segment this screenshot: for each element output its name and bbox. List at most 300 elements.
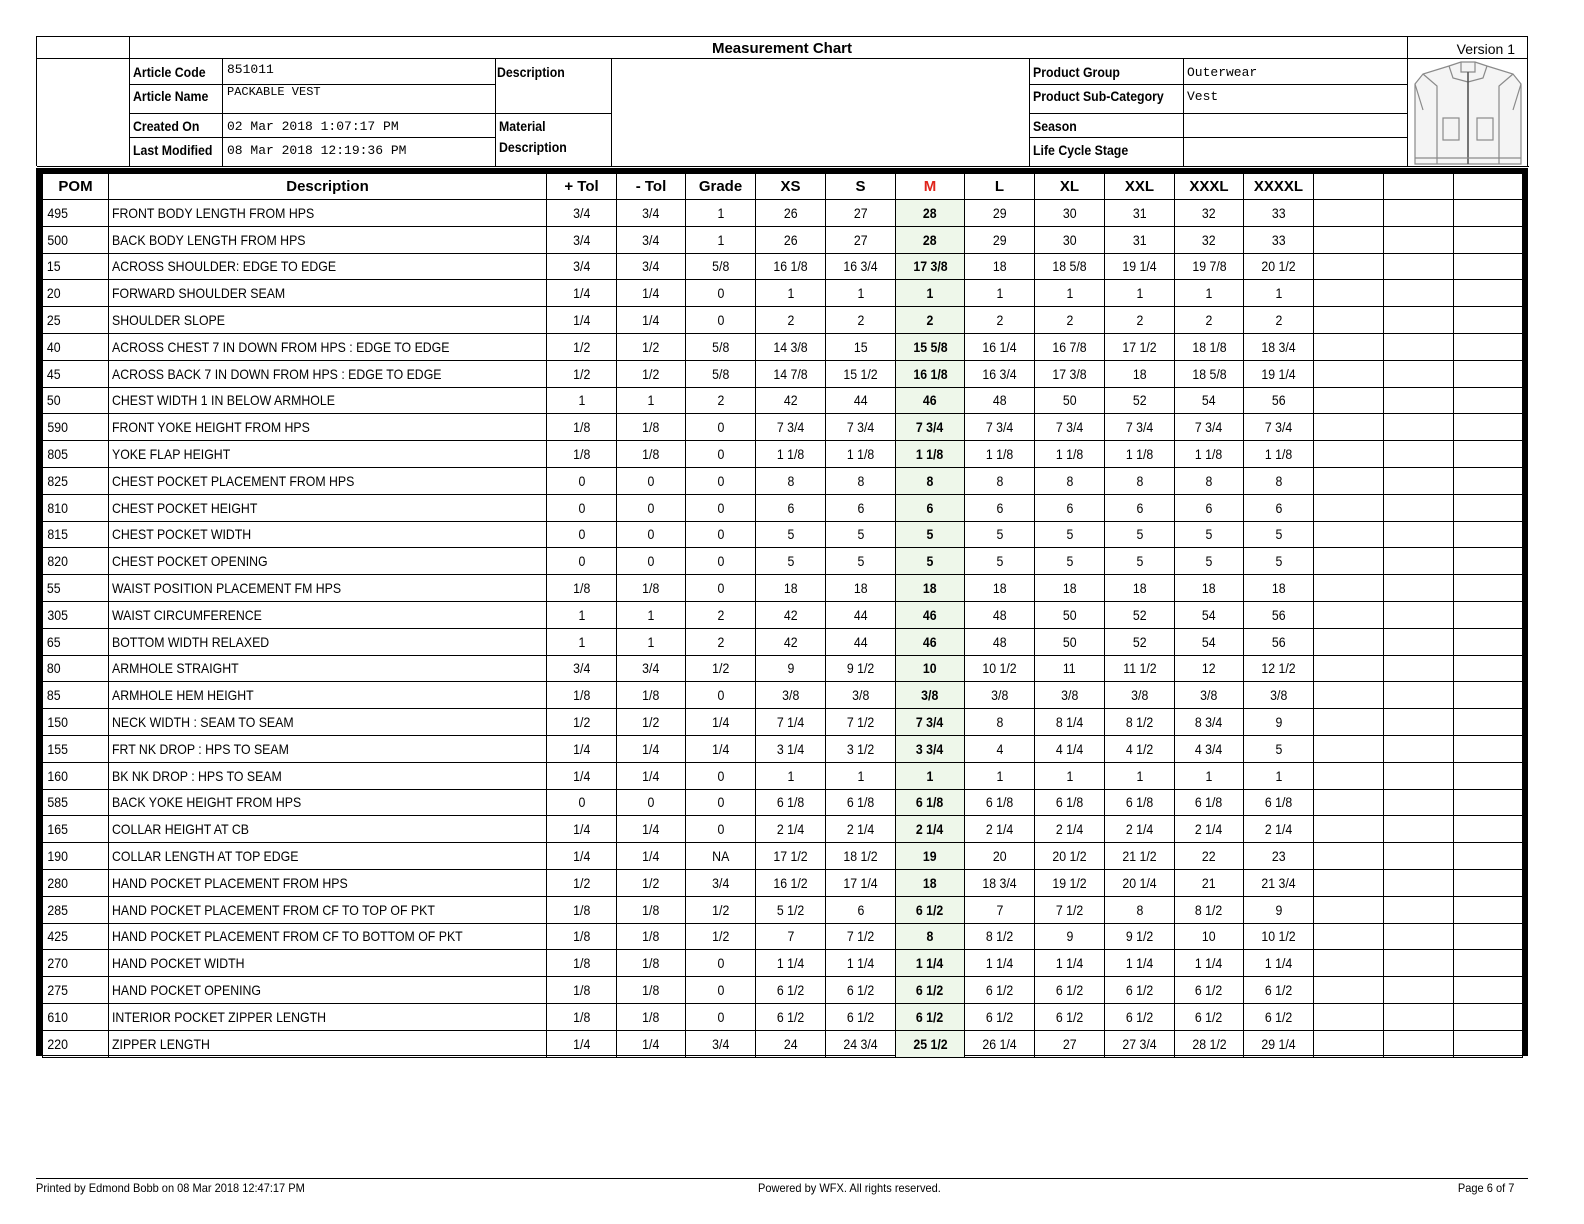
- cell-text: 0: [647, 794, 655, 811]
- cell-text: 495: [47, 204, 68, 221]
- cell-text: 5: [996, 526, 1003, 543]
- vest-sketch-icon: [1409, 60, 1527, 166]
- cell-text: 6 1/2: [916, 1008, 944, 1025]
- cell-text: ARMHOLE HEM HEIGHT: [112, 687, 254, 704]
- cell-text: 20 1/2: [1052, 848, 1087, 865]
- cell-text: HAND POCKET PLACEMENT FROM CF TO BOTTOM OF PKT: [112, 928, 463, 945]
- table-cell: [1454, 200, 1523, 227]
- table-cell: [617, 816, 686, 843]
- cell-text: 8: [926, 928, 934, 945]
- column-header: Description: [109, 174, 547, 200]
- description-cell: [109, 1030, 547, 1057]
- cell-text: 2 1/4: [985, 821, 1014, 838]
- table-cell: [1035, 709, 1105, 736]
- cell-text: 0: [647, 526, 655, 543]
- table-cell: [1384, 414, 1454, 441]
- table-cell: [1105, 628, 1175, 655]
- cell-text: 1/8: [642, 687, 660, 704]
- column-header: Grade: [686, 174, 756, 200]
- table-cell: [1244, 280, 1314, 307]
- cell-text: 5: [1275, 740, 1282, 757]
- table-row: [43, 950, 1523, 977]
- table-cell: [1035, 601, 1105, 628]
- table-cell: [1035, 923, 1105, 950]
- cell-text: NECK WIDTH : SEAM TO SEAM: [112, 714, 294, 731]
- table-cell: [965, 360, 1035, 387]
- table-cell: [1454, 869, 1523, 896]
- cell-text: 15: [46, 258, 61, 275]
- table-cell: [826, 521, 896, 548]
- product-sub-category-value: Vest: [1187, 89, 1219, 104]
- cell-text: 1/8: [572, 955, 591, 972]
- column-header: [1384, 174, 1454, 200]
- table-cell: [1314, 333, 1384, 360]
- page-title: Measurement Chart: [711, 40, 853, 57]
- cell-text: 1/4: [642, 848, 660, 865]
- cell-text: 1: [787, 767, 794, 784]
- table-cell: [1384, 816, 1454, 843]
- table-cell: [617, 387, 686, 414]
- table-cell: [1105, 200, 1175, 227]
- table-cell: [686, 387, 756, 414]
- pom-cell: [43, 253, 109, 280]
- table-cell: [686, 950, 756, 977]
- cell-text: 3/4: [642, 660, 660, 677]
- table-cell: [547, 280, 617, 307]
- material-description-label: Description: [499, 139, 567, 155]
- table-cell: [1384, 1003, 1454, 1030]
- cell-text: 8: [857, 472, 864, 489]
- table-cell: [896, 1030, 965, 1057]
- cell-text: 1 1/4: [1055, 955, 1084, 972]
- cell-text: 1: [717, 231, 724, 248]
- cell-text: 17 3/8: [912, 258, 948, 275]
- table-cell: [1175, 950, 1244, 977]
- cell-text: 6: [1066, 499, 1073, 516]
- table-cell: [686, 280, 756, 307]
- table-cell: [1384, 977, 1454, 1004]
- cell-text: 285: [47, 901, 68, 918]
- cell-text: 1 1/8: [776, 446, 805, 463]
- table-cell: [547, 441, 617, 468]
- cell-text: 27: [1062, 1035, 1077, 1052]
- table-cell: [547, 789, 617, 816]
- table-cell: [965, 682, 1035, 709]
- cell-text: 65: [46, 633, 61, 650]
- cell-text: 6 1/8: [846, 794, 875, 811]
- cell-text: 3/8: [851, 687, 870, 704]
- cell-text: 7 3/4: [776, 419, 805, 436]
- cell-text: ACROSS CHEST 7 IN DOWN FROM HPS : EDGE TO EDGE: [112, 338, 450, 355]
- table-cell: [1035, 441, 1105, 468]
- cell-text: 8 1/4: [1055, 714, 1084, 731]
- cell-text: 18: [992, 580, 1007, 597]
- table-cell: [1175, 333, 1244, 360]
- description-cell: [109, 441, 547, 468]
- table-cell: [1454, 494, 1523, 521]
- cell-text: 825: [47, 472, 68, 489]
- cell-text: 1/8: [572, 687, 591, 704]
- table-cell: [1244, 601, 1314, 628]
- table-row: [43, 360, 1523, 387]
- cell-text: 6 1/2: [985, 1008, 1014, 1025]
- table-cell: [617, 789, 686, 816]
- cell-text: 16 1/4: [982, 338, 1017, 355]
- description-cell: [109, 762, 547, 789]
- table-cell: [1035, 280, 1105, 307]
- cell-text: 1/4: [642, 821, 660, 838]
- cell-text: FRT NK DROP : HPS TO SEAM: [112, 740, 289, 757]
- cell-text: 155: [47, 740, 68, 757]
- cell-text: 50: [1062, 392, 1077, 409]
- table-cell: [965, 521, 1035, 548]
- cell-text: YOKE FLAP HEIGHT: [112, 446, 231, 463]
- cell-text: HAND POCKET OPENING: [112, 982, 262, 998]
- last-modified-value: 08 Mar 2018 12:19:36 PM: [227, 143, 407, 158]
- cell-text: 54: [1202, 392, 1216, 409]
- cell-text: 1: [1275, 285, 1282, 302]
- table-cell: [1105, 1003, 1175, 1030]
- cell-text: 20: [46, 285, 61, 302]
- table-cell: [617, 307, 686, 334]
- table-cell: [1314, 923, 1384, 950]
- cell-text: 1/4: [642, 1035, 660, 1052]
- cell-text: 52: [1132, 633, 1147, 650]
- cell-text: 2: [1275, 312, 1282, 329]
- cell-text: 0: [647, 499, 655, 516]
- cell-text: 0: [717, 1008, 724, 1025]
- cell-text: 25: [46, 312, 61, 329]
- cell-text: 32: [1202, 231, 1216, 248]
- table-cell: [617, 253, 686, 280]
- cell-text: 29: [992, 204, 1007, 221]
- cell-text: 40: [46, 338, 61, 355]
- table-cell: [1105, 467, 1175, 494]
- table-cell: [1105, 548, 1175, 575]
- table-cell: [1175, 1030, 1244, 1057]
- table-cell: [1454, 628, 1523, 655]
- cell-text: 165: [47, 821, 68, 838]
- table-cell: [1244, 762, 1314, 789]
- product-group-label: Product Group: [1033, 64, 1120, 80]
- table-cell: [826, 226, 896, 253]
- cell-text: SHOULDER SLOPE: [112, 312, 225, 329]
- cell-text: 0: [717, 285, 724, 302]
- table-cell: [1105, 360, 1175, 387]
- cell-text: 5: [996, 553, 1003, 570]
- table-cell: [1175, 682, 1244, 709]
- table-body: [43, 200, 1523, 1058]
- cell-text: 590: [47, 419, 68, 436]
- table-cell: [686, 253, 756, 280]
- cell-text: 18: [1062, 580, 1077, 597]
- table-cell: [756, 548, 826, 575]
- cell-text: BACK BODY LENGTH FROM HPS: [112, 231, 306, 248]
- table-cell: [1314, 548, 1384, 575]
- cell-text: HAND POCKET PLACEMENT FROM CF TO TOP OF PKT: [112, 901, 435, 918]
- table-cell: [826, 333, 896, 360]
- table-cell: [756, 1003, 826, 1030]
- table-cell: [686, 735, 756, 762]
- cell-text: 32: [1202, 204, 1216, 221]
- cell-text: 1: [1205, 767, 1213, 784]
- table-row: [43, 494, 1523, 521]
- table-cell: [756, 735, 826, 762]
- table-cell: [1035, 253, 1105, 280]
- table-cell: [1384, 360, 1454, 387]
- cell-text: 1/8: [572, 901, 591, 918]
- cell-text: 500: [47, 231, 68, 248]
- table-cell: [1105, 387, 1175, 414]
- cell-text: 5: [1066, 526, 1073, 543]
- divider: [611, 59, 612, 167]
- cell-text: 150: [47, 714, 68, 731]
- table-cell: [1175, 575, 1244, 602]
- cell-text: 5: [1275, 526, 1282, 543]
- cell-text: 3/8: [1200, 687, 1218, 704]
- cell-text: 810: [47, 499, 68, 516]
- table-cell: [547, 200, 617, 227]
- table-cell: [547, 735, 617, 762]
- cell-text: 8: [1275, 472, 1282, 489]
- cell-text: 5: [1136, 553, 1143, 570]
- cell-text: 7: [996, 901, 1003, 918]
- pom-cell: [43, 1030, 109, 1057]
- table-cell: [1314, 735, 1384, 762]
- table-cell: [1175, 789, 1244, 816]
- table-cell: [1314, 816, 1384, 843]
- table-cell: [896, 280, 965, 307]
- cell-text: 1: [857, 285, 864, 302]
- cell-text: 2 1/4: [916, 821, 944, 838]
- pom-cell: [43, 655, 109, 682]
- table-cell: [1035, 387, 1105, 414]
- footer-divider: [36, 1178, 1528, 1179]
- cell-text: 1/8: [642, 982, 660, 998]
- cell-text: 0: [717, 526, 724, 543]
- table-cell: [1105, 601, 1175, 628]
- table-cell: [1384, 226, 1454, 253]
- cell-text: 1/4: [642, 740, 660, 757]
- pom-cell: [43, 200, 109, 227]
- cell-text: 19 7/8: [1191, 258, 1227, 275]
- cell-text: 7: [787, 928, 794, 945]
- cell-text: 4 1/4: [1055, 740, 1084, 757]
- table-cell: [1035, 1030, 1105, 1057]
- pom-cell: [43, 280, 109, 307]
- table-cell: [1384, 1030, 1454, 1057]
- column-header: XXXXL: [1244, 174, 1314, 200]
- table-cell: [826, 977, 896, 1004]
- cell-text: 1/8: [572, 928, 591, 945]
- cell-text: 16 1/8: [912, 365, 948, 382]
- cell-text: 1 1/8: [916, 446, 944, 463]
- table-cell: [1314, 977, 1384, 1004]
- table-cell: [547, 360, 617, 387]
- table-row: [43, 923, 1523, 950]
- cell-text: 50: [46, 392, 61, 409]
- pom-cell: [43, 333, 109, 360]
- table-cell: [896, 628, 965, 655]
- table-cell: [1244, 709, 1314, 736]
- description-cell: [109, 1003, 547, 1030]
- table-cell: [1244, 896, 1314, 923]
- table-row: [43, 762, 1523, 789]
- cell-text: WAIST POSITION PLACEMENT FM HPS: [112, 580, 342, 597]
- table-cell: [1105, 307, 1175, 334]
- cell-text: 8 1/2: [1195, 901, 1223, 918]
- pom-cell: [43, 843, 109, 870]
- table-cell: [965, 655, 1035, 682]
- table-cell: [1384, 200, 1454, 227]
- table-cell: [1244, 575, 1314, 602]
- cell-text: 17 1/2: [1122, 338, 1157, 355]
- cell-text: 5: [857, 553, 864, 570]
- table-cell: [1035, 762, 1105, 789]
- table-cell: [686, 682, 756, 709]
- table-cell: [896, 575, 965, 602]
- created-on-label: Created On: [133, 118, 200, 134]
- cell-text: 1 1/4: [916, 955, 944, 972]
- table-cell: [1384, 467, 1454, 494]
- cell-text: 2: [717, 606, 724, 623]
- description-cell: [109, 226, 547, 253]
- description-cell: [109, 414, 547, 441]
- cell-text: 2: [1066, 312, 1073, 329]
- table-cell: [965, 441, 1035, 468]
- description-cell: [109, 789, 547, 816]
- cell-text: 6 1/8: [1125, 794, 1154, 811]
- table-cell: [1175, 869, 1244, 896]
- cell-text: 1/8: [572, 446, 591, 463]
- table-cell: [1314, 628, 1384, 655]
- cell-text: 56: [1271, 606, 1286, 623]
- cell-text: 24 3/4: [843, 1035, 878, 1052]
- cell-text: ACROSS BACK 7 IN DOWN FROM HPS : EDGE TO EDGE: [112, 365, 442, 382]
- table-cell: [826, 762, 896, 789]
- table-row: [43, 307, 1523, 334]
- cell-text: 0: [717, 472, 724, 489]
- table-cell: [547, 977, 617, 1004]
- cell-text: 1/2: [642, 874, 660, 891]
- cell-text: 3/8: [1269, 687, 1288, 704]
- cell-text: 7 1/2: [1055, 901, 1084, 918]
- table-cell: [1314, 253, 1384, 280]
- cell-text: 9 1/2: [1125, 928, 1154, 945]
- table-cell: [1244, 735, 1314, 762]
- cell-text: 1/8: [642, 955, 660, 972]
- cell-text: 1/4: [642, 312, 660, 329]
- table-cell: [1175, 601, 1244, 628]
- table-cell: [1384, 923, 1454, 950]
- cell-text: 1/2: [572, 338, 591, 355]
- table-cell: [1314, 200, 1384, 227]
- cell-text: WAIST CIRCUMFERENCE: [112, 606, 262, 623]
- cell-text: 22: [1202, 848, 1216, 865]
- cell-text: 1 1/8: [1195, 446, 1223, 463]
- table-cell: [686, 1003, 756, 1030]
- pom-cell: [43, 601, 109, 628]
- table-cell: [547, 253, 617, 280]
- cell-text: FORWARD SHOULDER SEAM: [112, 285, 286, 302]
- table-row: [43, 280, 1523, 307]
- table-cell: [1035, 467, 1105, 494]
- table-cell: [1454, 655, 1523, 682]
- table-cell: [1454, 548, 1523, 575]
- table-cell: [1244, 200, 1314, 227]
- table-cell: [826, 789, 896, 816]
- table-cell: [965, 843, 1035, 870]
- cell-text: 6 1/2: [985, 982, 1014, 998]
- table-cell: [547, 226, 617, 253]
- table-cell: [1244, 816, 1314, 843]
- column-header: POM: [43, 174, 109, 200]
- table-cell: [1314, 896, 1384, 923]
- cell-text: 270: [47, 955, 68, 972]
- cell-text: 1: [647, 392, 655, 409]
- cell-text: 3/4: [572, 258, 591, 275]
- description-cell: [109, 628, 547, 655]
- table-cell: [547, 1003, 617, 1030]
- cell-text: 16 3/4: [843, 258, 878, 275]
- column-header: XXL: [1105, 174, 1175, 200]
- divider: [1029, 113, 1407, 114]
- table-cell: [756, 360, 826, 387]
- table-cell: [896, 441, 965, 468]
- table-cell: [756, 467, 826, 494]
- cell-text: 1: [1275, 767, 1282, 784]
- table-cell: [686, 200, 756, 227]
- table-cell: [1035, 307, 1105, 334]
- cell-text: 0: [647, 472, 655, 489]
- article-code-value: 851011: [227, 62, 274, 77]
- cell-text: 1/8: [642, 580, 660, 597]
- table-cell: [896, 253, 965, 280]
- table-cell: [756, 923, 826, 950]
- cell-text: 2 1/4: [1125, 821, 1154, 838]
- table-cell: [1384, 441, 1454, 468]
- cell-text: 30: [1062, 231, 1077, 248]
- table-cell: [1454, 414, 1523, 441]
- cell-text: FRONT BODY LENGTH FROM HPS: [112, 204, 315, 221]
- cell-text: 9: [787, 660, 794, 677]
- table-cell: [617, 548, 686, 575]
- table-cell: [826, 360, 896, 387]
- table-cell: [756, 709, 826, 736]
- table-row: [43, 816, 1523, 843]
- table-cell: [965, 333, 1035, 360]
- cell-text: 0: [717, 687, 724, 704]
- cell-text: 0: [578, 794, 585, 811]
- table-cell: [896, 977, 965, 1004]
- description-cell: [109, 521, 547, 548]
- cell-text: 48: [992, 633, 1007, 650]
- table-cell: [617, 1003, 686, 1030]
- table-cell: [1314, 360, 1384, 387]
- table-cell: [756, 253, 826, 280]
- cell-text: 54: [1202, 633, 1216, 650]
- table-cell: [617, 628, 686, 655]
- cell-text: 0: [578, 472, 585, 489]
- pom-cell: [43, 735, 109, 762]
- cell-text: 5/8: [711, 338, 730, 355]
- table-cell: [826, 575, 896, 602]
- cell-text: 7 3/4: [985, 419, 1014, 436]
- cell-text: 16 1/2: [773, 874, 808, 891]
- table-cell: [896, 521, 965, 548]
- table-cell: [756, 762, 826, 789]
- cell-text: 0: [717, 794, 724, 811]
